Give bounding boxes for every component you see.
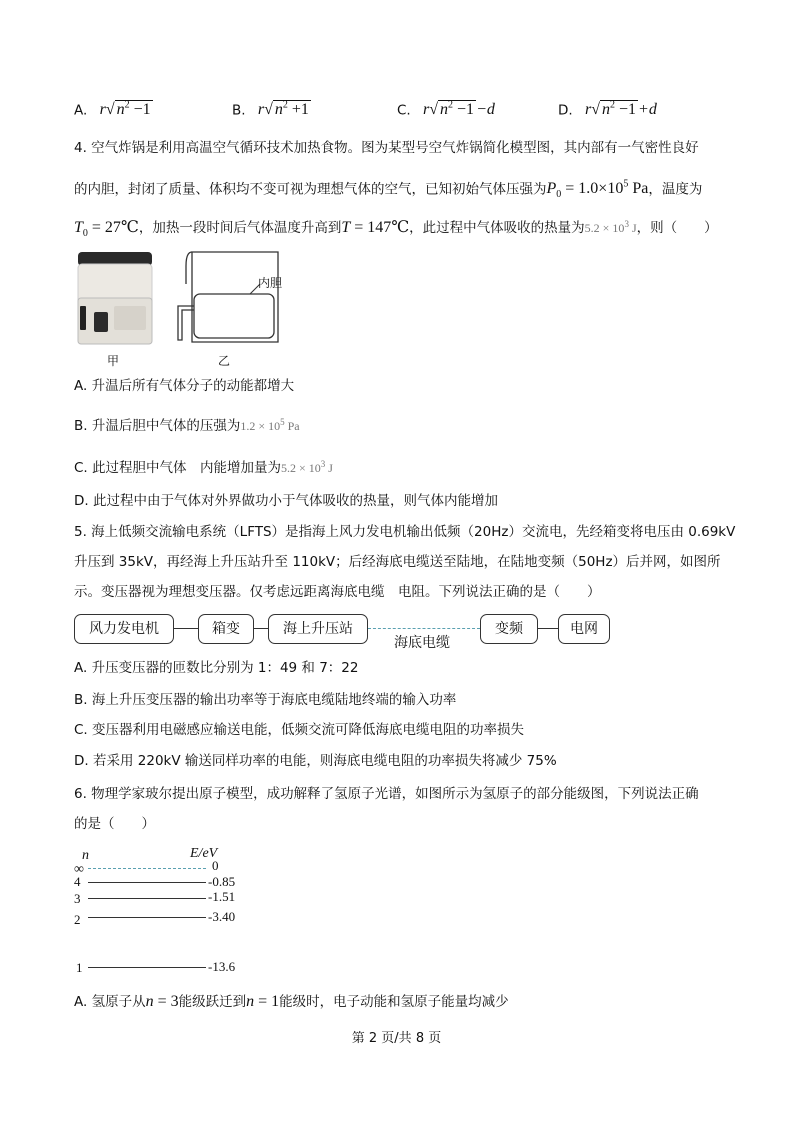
t-value: = 147℃ xyxy=(350,219,410,236)
n1-math xyxy=(246,993,279,1010)
level-line-3 xyxy=(88,898,206,899)
level-e-2: -3.40 xyxy=(208,909,236,924)
t0-value: = 27℃ xyxy=(87,219,139,236)
fig-label-neidan: 内胆 xyxy=(258,276,283,290)
option-letter: C. xyxy=(397,102,411,119)
q4-option-b xyxy=(74,412,300,436)
fryer-window-left xyxy=(80,306,86,330)
shell-curve xyxy=(186,252,192,284)
inner-pot xyxy=(194,294,274,338)
value-unit: J xyxy=(325,461,333,475)
radicand xyxy=(438,100,476,118)
n-symbol: n xyxy=(246,993,255,1010)
n3-math xyxy=(146,993,179,1010)
level-n-3: 3 xyxy=(74,891,81,906)
level-line-inf xyxy=(88,868,206,869)
radicand-sup: 2 xyxy=(610,100,615,111)
sqrt-icon: √ xyxy=(429,101,439,119)
cable-label: 海底电缆 xyxy=(394,635,450,651)
level-n-1: 1 xyxy=(76,960,83,975)
sqrt-icon: √ xyxy=(591,101,600,119)
radicand-n: n xyxy=(602,101,610,119)
q5-line3: 示。变压器视为理想变压器。仅考虑远距离海底电缆 电阻。下列说法正确的是（ ） xyxy=(74,584,601,600)
value-exp: 3 xyxy=(320,459,326,469)
q5-option-b: B. 海上升压变压器的输出功率等于海底电缆陆地终端的输入功率 xyxy=(74,692,457,708)
q-exp: 3 xyxy=(624,219,629,229)
connector xyxy=(538,628,558,629)
q5-option-c: C. 变压器利用电磁感应输送电能，低频交流可降低海底电缆电阻的功率损失 xyxy=(74,722,525,738)
radicand xyxy=(115,100,153,118)
radicand-sup: 2 xyxy=(448,100,454,111)
t-math xyxy=(341,219,409,236)
fig-label-jia: 甲 xyxy=(107,354,120,368)
radicand-rest: −1 xyxy=(453,101,475,119)
t0-symbol: T xyxy=(74,219,83,236)
q4-option-d: D. 此过程中由于气体对外界做功小于气体吸收的热量，则气体内能增加 xyxy=(74,493,498,509)
radicand-n: n xyxy=(274,101,283,119)
q3-option-b xyxy=(232,100,311,119)
p0-value: = 1.0×10 xyxy=(561,180,624,198)
p0-sub: 0 xyxy=(556,189,562,201)
fryer-panel xyxy=(114,306,146,330)
q4-text: ，加热一段时间后气体温度升高到 xyxy=(138,220,342,236)
radicand xyxy=(600,100,638,118)
q3-option-a xyxy=(74,100,153,119)
option-letter: B. xyxy=(232,102,246,119)
cable-line xyxy=(368,628,480,629)
q6-line1: 6. 物理学家玻尔提出原子模型，成功解释了氢原子光谱，如图所示为氢原子的部分能级图，下列说法正确 xyxy=(74,786,699,802)
level-e-4: -0.85 xyxy=(208,874,236,889)
q6-line2: 的是（ ） xyxy=(74,816,155,832)
q3-option-c xyxy=(397,100,495,119)
level-line-2 xyxy=(88,917,206,918)
level-n-inf: ∞ xyxy=(74,862,84,877)
option-math xyxy=(423,101,495,118)
radicand-rest: −1 xyxy=(615,101,637,119)
p0-exp: 5 xyxy=(623,179,629,190)
radicand-n: n xyxy=(116,101,125,119)
box-offshore-station: 海上升压站 xyxy=(268,614,368,644)
q4-option-c xyxy=(74,454,333,478)
q4-text: ，温度为 xyxy=(648,181,703,198)
q4-line2 xyxy=(74,175,702,206)
n-symbol: n xyxy=(145,993,154,1010)
fryer-model-diagram xyxy=(172,248,284,348)
option-text: 能级时，电子动能和氢原子能量均减少 xyxy=(279,994,509,1010)
connector xyxy=(174,628,198,629)
t0-sub: 0 xyxy=(82,228,88,240)
option-letter: D. xyxy=(558,102,573,119)
sqrt-icon: √ xyxy=(264,101,273,119)
option-text: A. 氢原子从 xyxy=(74,994,146,1010)
q4-line1: 4. 空气炸锅是利用高温空气循环技术加热食物。图为某型号空气炸锅简化模型图，其内部有一气密性良好 xyxy=(74,140,699,156)
q4-option-a: A. 升温后所有气体分子的动能都增大 xyxy=(74,378,295,394)
fig-label-yi: 乙 xyxy=(218,354,231,368)
q5-line1: 5. 海上低频交流输电系统（LFTS）是指海上风力发电机输出低频（20Hz）交流电，先经箱变将电压由 0.69kV xyxy=(74,524,736,540)
q4-line3 xyxy=(74,214,718,244)
option-letter: A. xyxy=(74,102,88,119)
level-e-3: -1.51 xyxy=(208,889,236,904)
option-text: C. 此过程胆中气体 内能增加量为 xyxy=(74,460,282,476)
sqrt-icon: √ xyxy=(105,101,115,119)
q5-line2: 升压到 35kV，再经海上升压站升至 110kV；后经海底电缆送至陆地，在陆地变频（50Hz）后并网，如图所 xyxy=(74,554,721,570)
radicand-rest: +1 xyxy=(287,101,309,119)
option-tail: −d xyxy=(476,101,495,119)
p0-math xyxy=(546,179,649,201)
q3-option-d xyxy=(558,100,657,119)
level-n-4: 4 xyxy=(74,874,81,889)
outer-shell xyxy=(192,252,278,342)
box-transformer: 箱变 xyxy=(198,614,254,644)
axis-n-label: n xyxy=(82,848,89,863)
math-r: r xyxy=(257,101,265,119)
value-unit: Pa xyxy=(284,419,300,433)
option-tail: +d xyxy=(638,101,657,119)
q4-text: ，则（ ） xyxy=(636,220,718,236)
q4-text: ，此过程中气体吸收的热量为 xyxy=(409,220,585,236)
option-text: 能级跃迁到 xyxy=(178,994,247,1010)
math-r: r xyxy=(423,101,430,119)
radicand-sup: 2 xyxy=(124,100,130,111)
air-fryer-photo xyxy=(74,250,156,350)
q5-option-d: D. 若采用 220kV 输送同样功率的电能，则海底电缆电阻的功率损失将减少 75% xyxy=(74,753,557,769)
page-footer: 第 2 页/共 8 页 xyxy=(351,1031,442,1046)
box-grid: 电网 xyxy=(558,614,610,644)
axis-e-label: E/eV xyxy=(190,846,218,861)
option-math xyxy=(585,101,657,118)
n-value: = 1 xyxy=(254,993,280,1010)
option-value xyxy=(281,461,333,475)
option-math xyxy=(100,101,153,118)
level-e-1: -13.6 xyxy=(208,959,236,974)
t-symbol: T xyxy=(341,219,351,236)
q5-option-a: A. 升压变压器的匝数比分别为 1：49 和 7：22 xyxy=(74,660,359,676)
option-value xyxy=(240,419,299,433)
q-unit: J xyxy=(628,221,637,235)
level-n-2: 2 xyxy=(74,912,81,927)
q6-option-a xyxy=(74,992,509,1012)
option-math xyxy=(258,101,311,118)
radicand xyxy=(273,100,311,118)
p0-unit: Pa xyxy=(628,180,649,198)
q4-text: 的内胆，封闭了质量、体积均不变可视为理想气体的空气，已知初始气体压强为 xyxy=(74,181,547,198)
connector xyxy=(254,628,268,629)
value-mantissa: 1.2 × 10 xyxy=(240,419,281,433)
box-wind-generator: 风力发电机 xyxy=(74,614,174,644)
radicand-sup: 2 xyxy=(282,100,288,111)
level-line-4 xyxy=(88,882,206,883)
value-mantissa: 5.2 × 10 xyxy=(281,461,321,475)
box-frequency-converter: 变频 xyxy=(480,614,538,644)
p0-symbol: P xyxy=(546,180,557,198)
option-text: B. 升温后胆中气体的压强为 xyxy=(74,418,241,434)
fryer-handle xyxy=(94,312,108,332)
value-exp: 5 xyxy=(280,417,285,427)
radicand-n: n xyxy=(440,101,449,119)
q-mantissa: 5.2 × 10 xyxy=(584,221,625,235)
level-e-inf: 0 xyxy=(212,858,219,873)
q-value xyxy=(585,221,637,235)
level-line-1 xyxy=(88,967,206,968)
n-value: = 3 xyxy=(153,993,179,1010)
radicand-rest: −1 xyxy=(129,101,151,119)
math-r: r xyxy=(584,101,592,119)
t0-math xyxy=(74,219,139,240)
math-r: r xyxy=(99,101,106,119)
